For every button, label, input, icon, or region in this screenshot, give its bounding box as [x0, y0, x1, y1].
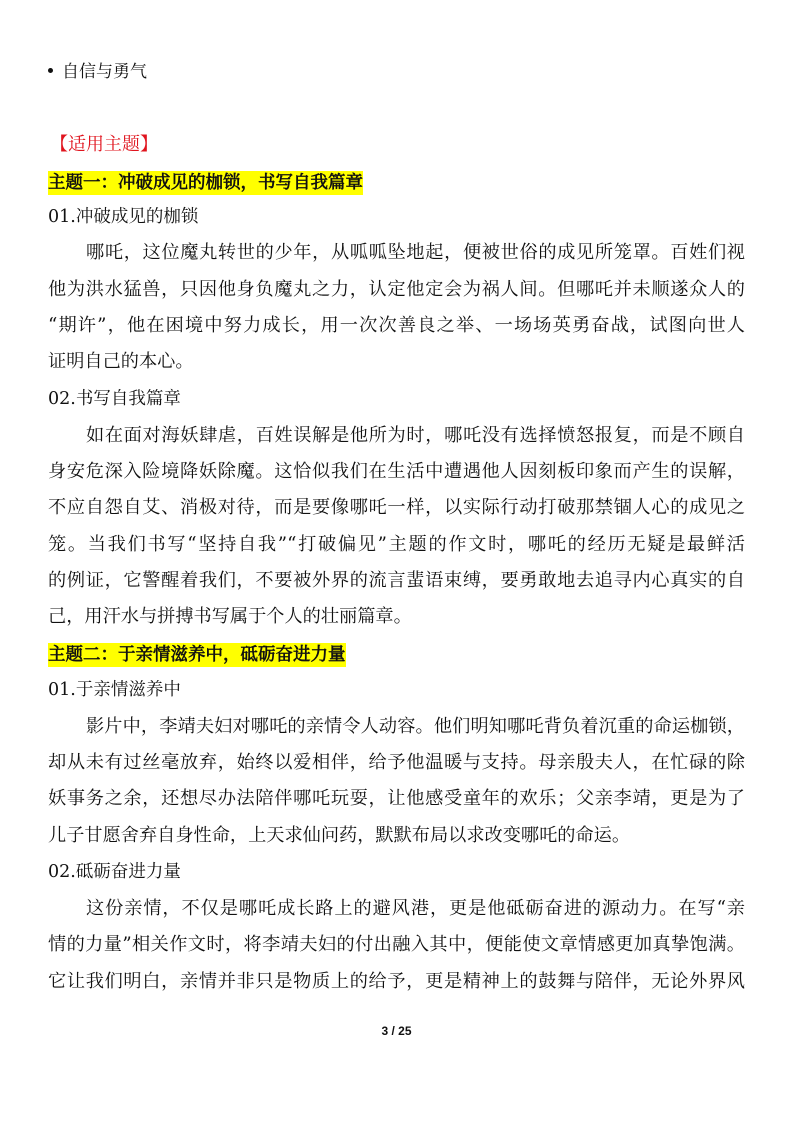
- paragraph-line: 哪吒，这位魔丸转世的少年，从呱呱坠地起，便被世俗的成见所笼罩。百姓们视: [86, 242, 745, 263]
- paragraph-line: 它让我们明白，亲情并非只是物质上的给予，更是精神上的鼓舞与陪伴，无论外界风: [48, 971, 745, 992]
- paragraph-line: 证明自己的本心。: [48, 351, 194, 372]
- section-tag: 【适用主题】: [50, 134, 158, 155]
- paragraph-line: 的例证，它警醒着我们，不要被外界的流言蜚语束缚，要勇敢地去追寻内心真实的自: [48, 570, 745, 591]
- theme-2-subsection-2-title: 02.砥砺奋进力量: [48, 862, 181, 882]
- bullet-list-item: [48, 61, 147, 83]
- paragraph-line: 身安危深入险境降妖除魔。这恰似我们在生活中遭遇他人因刻板印象而产生的误解，: [48, 461, 745, 482]
- theme-1-heading: 主题一：冲破成见的枷锁，书写自我篇章: [48, 173, 363, 193]
- paragraph-line: 妖事务之余，还想尽办法陪伴哪吒玩耍，让他感受童年的欢乐；父亲李靖，更是为了: [48, 788, 745, 809]
- paragraph-line: 如在面对海妖肆虐，百姓误解是他所为时，哪吒没有选择愤怒报复，而是不顾自: [86, 425, 745, 446]
- paragraph-line: 情的力量”相关作文时，将李靖夫妇的付出融入其中，便能使文章情感更加真挚饱满。: [48, 934, 745, 955]
- bullet-text: 自信与勇气: [62, 62, 147, 82]
- theme-1-subsection-1-title: 01.冲破成见的枷锁: [48, 207, 199, 227]
- paragraph-line: 这份亲情，不仅是哪吒成长路上的避风港，更是他砥砺奋进的源动力。在写“亲: [86, 898, 745, 919]
- paragraph-line: 影片中，李靖夫妇对哪吒的亲情令人动容。他们明知哪吒背负着沉重的命运枷锁，: [86, 716, 745, 737]
- paragraph-line: “期许”，他在困境中努力成长，用一次次善良之举、一场场英勇奋战，试图向世人: [48, 315, 745, 336]
- bullet-icon: [48, 68, 53, 73]
- theme-1-subsection-2-title: 02.书写自我篇章: [48, 389, 181, 409]
- paragraph-line: 却从未有过丝毫放弃，始终以爱相伴，给予他温暖与支持。母亲殷夫人，在忙碌的除: [48, 752, 745, 773]
- paragraph-line: 己，用汗水与拼搏书写属于个人的壮丽篇章。: [48, 606, 412, 627]
- theme-2-heading: 主题二：于亲情滋养中，砥砺奋进力量: [48, 645, 346, 665]
- theme-2-subsection-1-title: 01.于亲情滋养中: [48, 680, 181, 700]
- page-number: 3 / 25: [381, 1024, 412, 1038]
- paragraph-line: 儿子甘愿舍弃自身性命，上天求仙问药，默默布局以求改变哪吒的命运。: [48, 825, 631, 846]
- paragraph-line: 笼。当我们书写“坚持自我”“打破偏见”主题的作文时，哪吒的经历无疑是最鲜活: [48, 534, 745, 555]
- paragraph-line: 他为洪水猛兽，只因他身负魔丸之力，认定他定会为祸人间。但哪吒并未顺遂众人的: [48, 279, 745, 300]
- paragraph-line: 不应自怨自艾、消极对待，而是要像哪吒一样，以实际行动打破那禁锢人心的成见之: [48, 497, 745, 518]
